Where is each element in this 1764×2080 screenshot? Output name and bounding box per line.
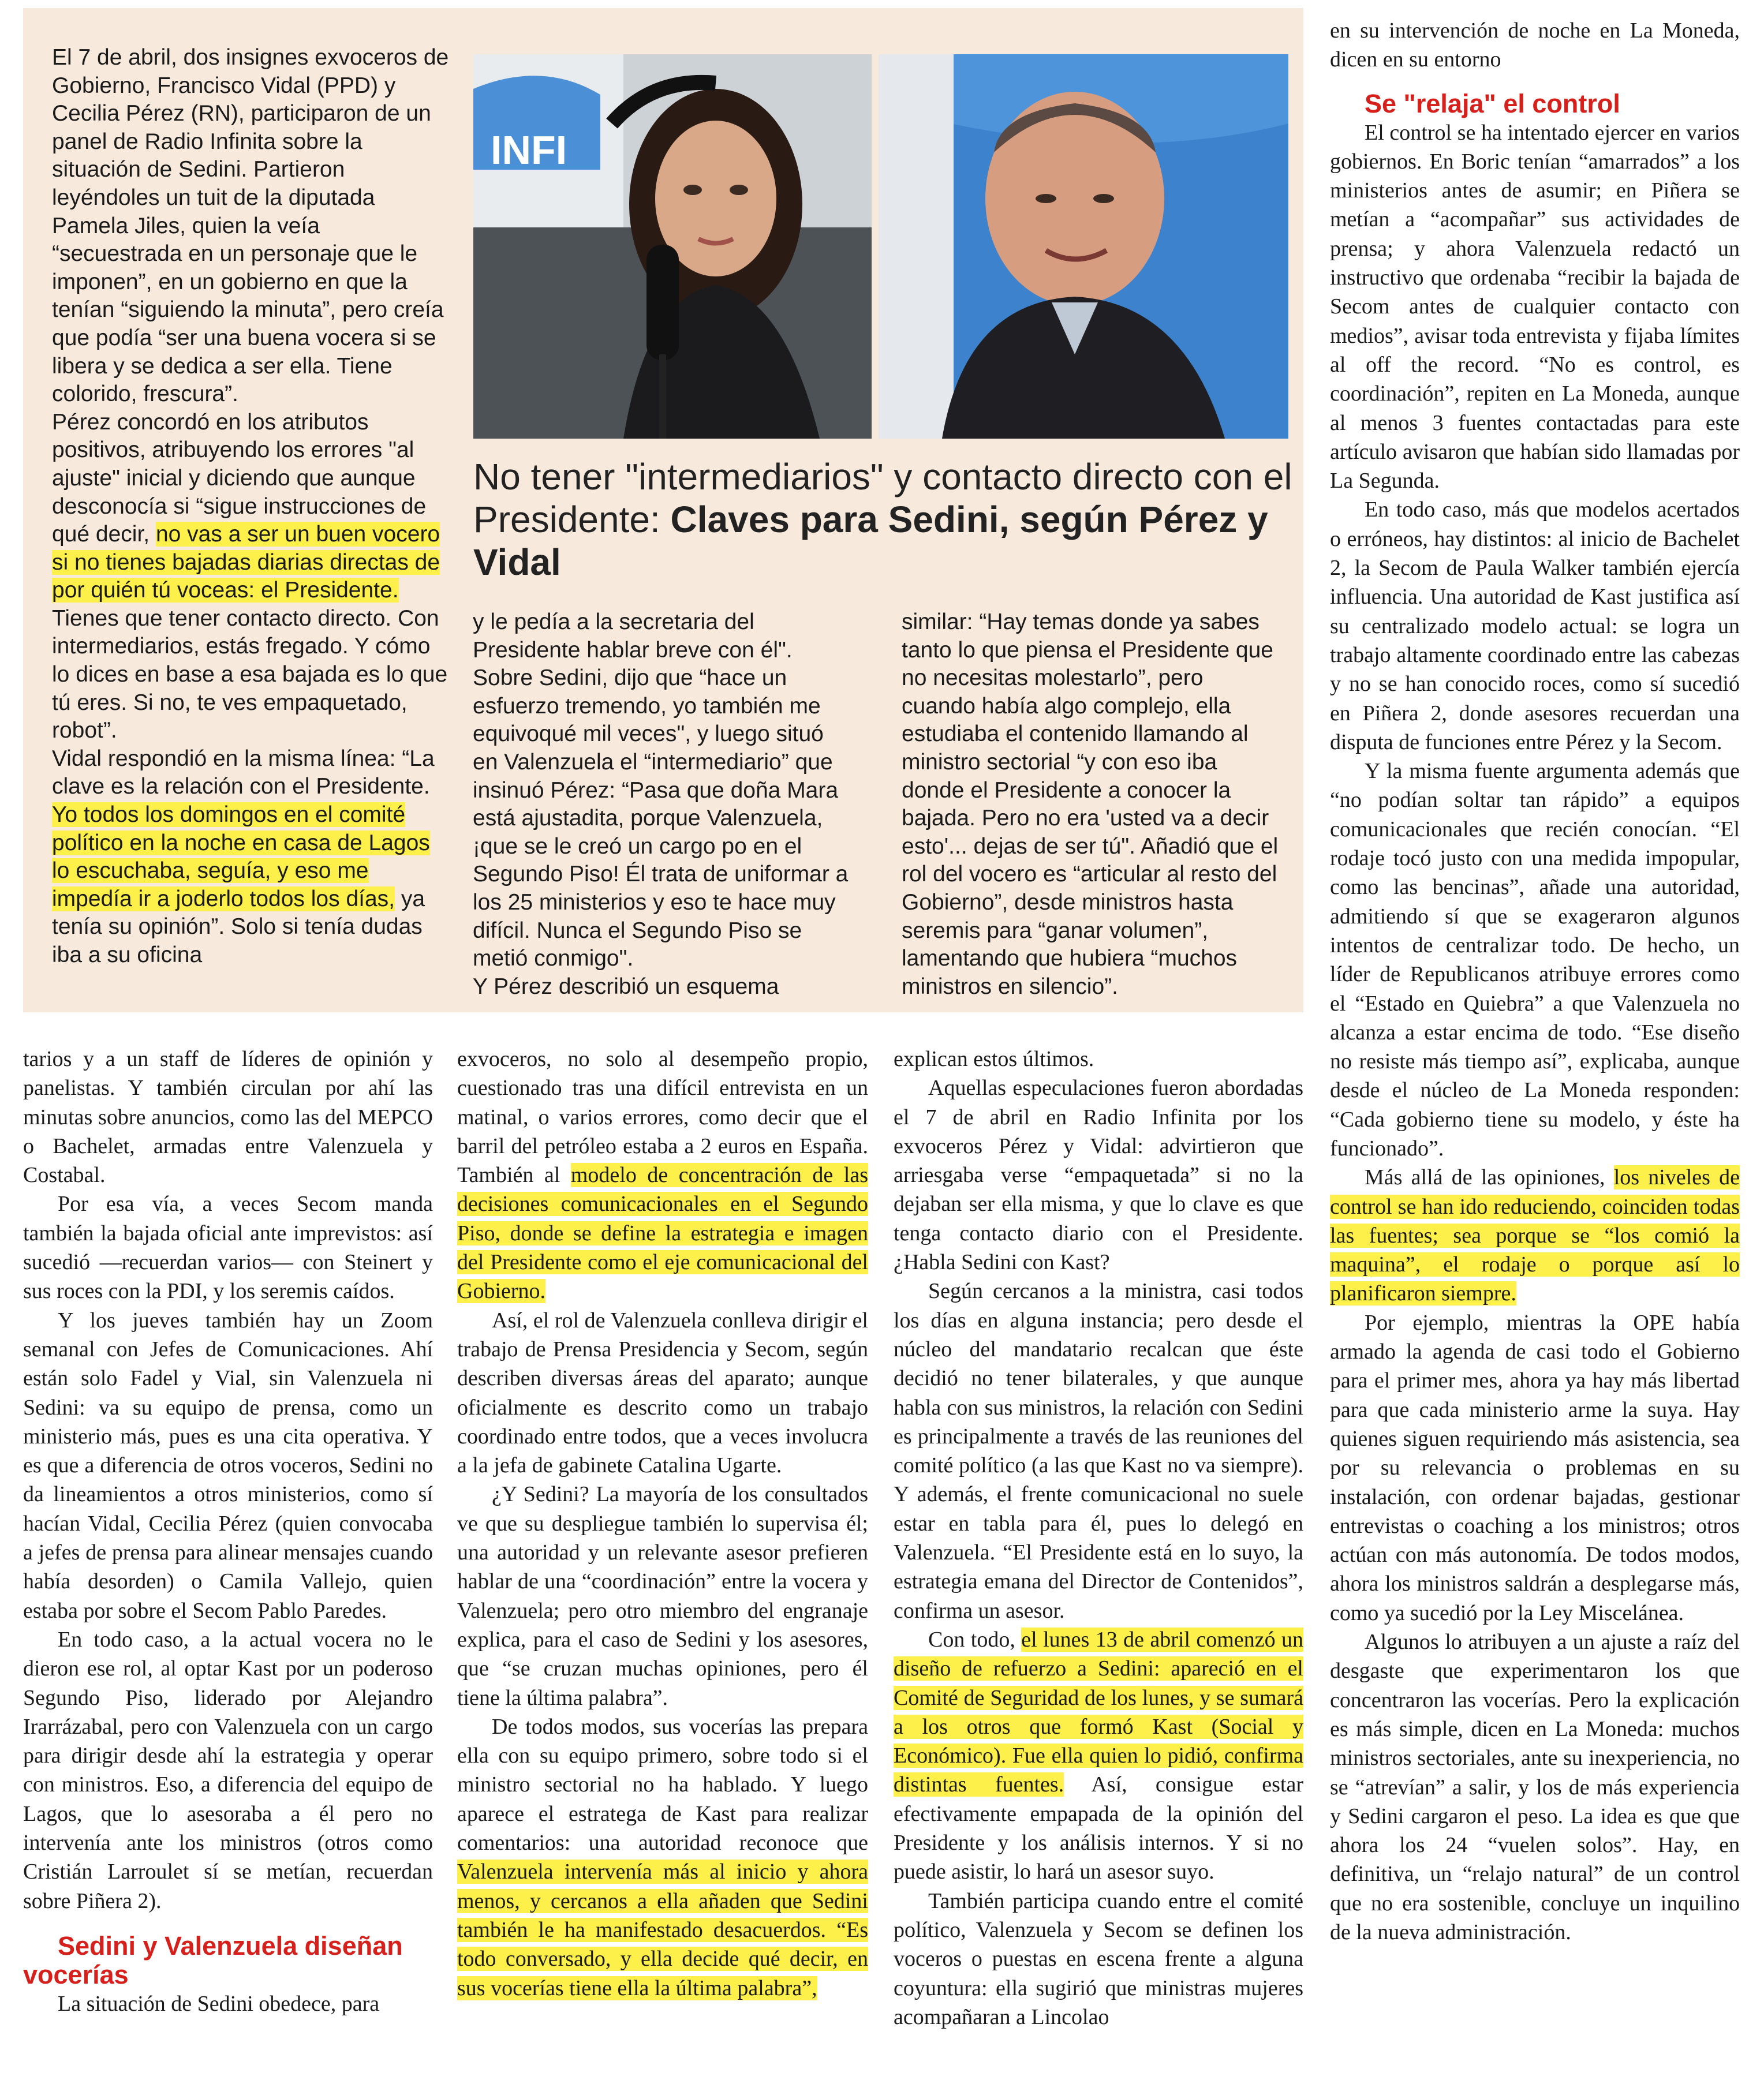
photo-illustration bbox=[879, 54, 1288, 439]
article-column-4 bbox=[1330, 16, 1740, 1947]
highlighted-text: los niveles de control se han ido reduciendo, coinciden todas las fuentes; sea porque se “los comió la maquina”, el rodaje o porque así lo planificaron siempre. bbox=[1330, 1165, 1740, 1306]
subheading: Sedini y Valenzuela diseñan vocerías bbox=[23, 1931, 403, 1989]
article-paragraph: De todos modos, sus vocerías las prepara ella con su equipo primero, sobre todo si el ministro sectorial no ha hablado. Y luego aparece el estratega de Kast para realizar comentarios: una autoridad reconoce que Valenzuela intervenía más al inicio y ahora menos, y cercanos a ella añaden que Sedini también le ha manifestado desacuerdos. “Es todo conversado, y ella decide qué decir, en sus vocerías tiene ella la última palabra”, bbox=[457, 1714, 868, 2000]
highlighted-text: Yo todos los domingos en el comité político en la noche en casa de Lagos lo escuchaba, seguía, y eso me impedía ir a joderlo todos los días, bbox=[52, 802, 430, 911]
sidebar-box bbox=[23, 8, 1303, 1012]
article-paragraph: El control se ha intentado ejercer en varios gobiernos. En Boric tenían “amarrados” a los ministerios antes de asumir; en Piñera se metían a “acompañar” sus actividades de prensa; y ahora Valenzuela redactó un instructivo que ordenaba “recibir la bajada de Secom antes de cualquier contacto con medios”, avisar toda entrevista y fijaba límites al off the record. “No es control, es coordinación”, repiten en La Moneda, aunque al menos 3 fuentes contactadas para este artículo avisaron que habían sido llamadas por La Segunda. bbox=[1330, 120, 1740, 493]
photo-cecilia-perez bbox=[473, 54, 872, 439]
box-paragraph: Y Pérez describió un esquema bbox=[473, 974, 779, 999]
box-paragraph: similar: “Hay temas donde ya sabes tanto lo que piensa el Presidente que no necesitas molestarlo”, pero cuando había algo complejo, ella estudiaba el contenido llamando al ministro sectorial “y con eso iba donde el Presidente a conocer la bajada. Pero no era 'usted va a decir esto'... dejas de ser tú". Añadió que el rol del vocero es “articular al resto del Gobierno”, desde ministros hasta seremis para “ganar volumen”, lamentando que hubiera “muchos ministros en silencio”. bbox=[902, 609, 1279, 999]
article-paragraph: En todo caso, más que modelos acertados o erróneos, hay distintos: al inicio de Bachelet 2, la Secom de Paula Walker también ejercía influencia. Una autoridad de Kast justifica así su centralizado modelo actual: se logra un trabajo altamente coordinado entre las cabezas y no se han conocido roces, como sí sucedió en Piñera 2, donde asesores recuerdan una disputa de funciones entre Pérez y la Secom. bbox=[1330, 497, 1740, 754]
box-column-1 bbox=[52, 44, 450, 970]
article-paragraph: Por esa vía, a veces Secom manda también la bajada oficial ante imprevistos: así sucedió —recuerdan varios— con Steinert y sus roces con la PDI, y los seremis caídos. bbox=[23, 1192, 433, 1304]
highlighted-text: el lunes 13 de abril comenzó un diseño de refuerzo a Sedini: apareció en el Comité de Seguridad de los lunes, y se sumará a los otros que formó Kast (Social y Económico). Fue ella quien lo pidió, confirma distintas fuentes. bbox=[894, 1627, 1304, 1797]
highlighted-text: Valenzuela intervenía más al inicio y ahora menos, y cercanos a ella añaden que Sedini también le ha manifestado desacuerdos. “Es todo conversado, y ella decide qué decir, en sus vocerías tiene ella la última palabra”, bbox=[457, 1860, 868, 2000]
article-column-2 bbox=[457, 1045, 868, 2003]
article-paragraph: exvoceros, no solo al desempeño propio, cuestionado tras una difícil entrevista en un matinal, o varios errores, como decir que el barril del petróleo estaba a 2 euros en España. También al modelo de concentración de las decisiones comunicacionales en el Segundo Piso, donde se define la estrategia e imagen del Presidente como el eje comunicacional del Gobierno. bbox=[457, 1047, 868, 1304]
article-paragraph: Por ejemplo, mientras la OPE había armado la agenda de casi todo el Gobierno para el primer mes, ahora ya hay más libertad para que cada ministerio arme la suya. Hay quienes siguen requiriendo más asistencia, sea por su relevancia o problemas en su instalación, con ordenar bajadas, gestionar entrevistas o coaching a los ministros; otros actúan con más autonomía. De todos modos, ahora los ministros saldrán a desplegarse más, como ya sucedió por la Ley Miscelánea. bbox=[1330, 1310, 1740, 1625]
box-column-3 bbox=[902, 608, 1283, 1001]
article-paragraph: ¿Y Sedini? La mayoría de los consultados ve que su despliegue también lo supervisa él; una autoridad y un relevante asesor prefieren hablar de una “coordinación” entre la vocera y Valenzuela; pero otro miembro del engranaje explica, para el caso de Sedini y los asesores, que “se cruzan muchas opiniones, pero él tiene la última palabra”. bbox=[457, 1482, 868, 1710]
box-headline: No tener "intermediarios" y contacto directo con el Presidente: Claves para Sedini, según Pérez y Vidal bbox=[473, 456, 1292, 583]
photo-pair bbox=[473, 54, 1288, 439]
article-paragraph: Y los jueves también hay un Zoom semanal con Jefes de Comunicaciones. Ahí están solo Fadel y Vial, sin Valenzuela ni Sedini: va su equipo de prensa, como un ministerio más, pues es una cita operativa. Y es que a diferencia de otros voceros, Sedini no da lineamientos a otros ministerios, como sí hacían Vidal, Cecilia Pérez (quien convocaba a jefes de prensa para alinear mensajes cuando había desorden) o Camila Vallejo, quien estaba por sobre el Secom Pablo Paredes. bbox=[23, 1308, 433, 1623]
photo-francisco-vidal bbox=[879, 54, 1288, 439]
box-column-2 bbox=[473, 608, 854, 1001]
box-paragraph: Vidal respondió en la misma línea: “La clave es la relación con el Presidente. Yo todos los domingos en el comité político en la noche en casa de Lagos lo escuchaba, seguía, y eso me impedía ir a joderlo todos los días, ya tenía su opinión”. Solo si tenía dudas iba a su oficina bbox=[52, 746, 435, 967]
photo-illustration bbox=[473, 54, 872, 439]
highlighted-text: no vas a ser un buen vocero si no tienes bajadas diarias directas de por quién tú voceas: el Presidente. bbox=[52, 522, 440, 603]
box-paragraph: El 7 de abril, dos insignes exvoceros de Gobierno, Francisco Vidal (PPD) y Cecilia Pérez (RN), participaron de un panel de Radio Infinita sobre la situación de Sedini. Partieron leyéndoles un tuit de la diputada Pamela Jiles, quien la veía “secuestrada en un personaje que le imponen”, en un gobierno en que la tenían “siguiendo la minuta”, pero creía que podía “ser una buena vocera si se libera y se dedica a ser ella. Tiene colorido, frescura”. bbox=[52, 45, 449, 407]
article-paragraph: Según cercanos a la ministra, casi todos los días en alguna instancia; pero desde el núcleo del mandatario recalcan que éste decidió no tener bilaterales, y que aunque habla con sus ministros, la relación con Sedini es principalmente a través de las reuniones del comité político (a las que Kast no va siempre). Y además, el frente comunicacional no suele estar en tabla para él, pues lo delegó en Valenzuela. “El Presidente está en lo suyo, la estrategia emana del Director de Contenidos”, confirma un asesor. bbox=[894, 1279, 1303, 1623]
article-paragraph: Con todo, el lunes 13 de abril comenzó un diseño de refuerzo a Sedini: apareció en el Comité de Seguridad de los lunes, y se sumará a los otros que formó Kast (Social y Económico). Fue ella quien lo pidió, confirma distintas fuentes. Así, consigue estar efectivamente empapada de la opinión del Presidente y los análisis internos. Y si no puede asistir, lo hará un asesor suyo. bbox=[894, 1627, 1304, 1884]
article-paragraph: explican estos últimos. bbox=[894, 1047, 1094, 1071]
svg-text:INFI: INFI bbox=[491, 128, 567, 173]
article-paragraph: Así, el rol de Valenzuela conlleva dirigir el trabajo de Prensa Presidencia y Secom, según describen diversas áreas del aparato; aunque oficialmente es descrito como un trabajo coordinado entre todos, que a veces involucra a la jefa de gabinete Catalina Ugarte. bbox=[457, 1308, 868, 1478]
article-paragraph: Algunos lo atribuyen a un ajuste a raíz del desgaste que experimentaron los que concentraron las vocerías. Pero la explicación es más simple, dicen en La Moneda: muchos ministros sectoriales, ante su inexperiencia, no se “atrevían” a salir, y los de más experiencia y Sedini cargaron el peso. La idea es que que ahora los 24 “vuelen solos”. Hay, en definitiva, un “relajo natural” de un control que no era sostenible, concluye un inquilino de la nueva administración. bbox=[1330, 1630, 1740, 1944]
article-paragraph: La situación de Sedini obedece, para bbox=[58, 1991, 380, 2016]
article-paragraph: También participa cuando entre el comité político, Valenzuela y Secom se definen los voceros o puestas en escena frente a alguna coyuntura: ella sugirió que ministras mujeres acompañaran a Lincolao bbox=[894, 1888, 1303, 2029]
box-paragraph: y le pedía a la secretaria del Presidente hablar breve con él". Sobre Sedini, dijo que “hace un esfuerzo tremendo, yo también me equivoqué mil veces", y luego situó en Valenzuela el “intermediario” que insinuó Pérez: “Pasa que doña Mara está ajustadita, porque Valenzuela, ¡que se le creó un cargo po en el Segundo Piso! Él trata de uniformar a los 25 ministerios y eso te hace muy difícil. Nunca el Segundo Piso se metió conmigo". bbox=[473, 609, 849, 971]
article-paragraph: Más allá de las opiniones, los niveles de control se han ido reduciendo, coinciden todas las fuentes; sea porque se “los comió la maquina”, el rodaje o porque así lo planificaron siempre. bbox=[1330, 1165, 1740, 1306]
article-column-3 bbox=[894, 1045, 1303, 2032]
subheading: Se "relaja" el control bbox=[1365, 88, 1620, 118]
article-paragraph: tarios y a un staff de líderes de opinión y panelistas. Y también circulan por ahí las minutas sobre anuncios, como las del MEPCO o Bachelet, armadas entre Valenzuela y Costabal. bbox=[23, 1047, 433, 1188]
box-paragraph: Pérez concordó en los atributos positivos, atribuyendo los errores "al ajuste" inicial y diciendo que aunque desconocía si “sigue instrucciones de qué decir, no vas a ser un buen vocero si no tienes bajadas diarias directas de por quién tú voceas: el Presidente. Tienes que tener contacto directo. Con intermediarios, estás fregado. Y cómo lo dices en base a esa bajada es lo que tú eres. Si no, te ves empaquetado, robot”. bbox=[52, 409, 448, 743]
article-column-1 bbox=[23, 1045, 433, 2018]
article-paragraph: Y la misma fuente argumenta además que “no podían soltar tan rápido” a equipos comunicacionales que recién conocían. “El rodaje tocó justo con una medida impopular, como las bencinas”, añade una autoridad, admitiendo sí que se exageraron algunos intentos de centralizar todo. De hecho, un líder de Republicanos atribuye errores como el “Estado en Quiebra” a que Valenzuela no alcanza a estar encima de todo. “Ese diseño no resiste más tiempo así”, explicaba, aunque desde el núcleo de La Moneda responden: “Cada gobierno tiene su modelo, y éste ha funcionado”. bbox=[1330, 759, 1740, 1161]
article-paragraph: en su intervención de noche en La Moneda, dicen en su entorno bbox=[1330, 18, 1740, 72]
article-paragraph: En todo caso, a la actual vocera no le dieron ese rol, al optar Kast por un poderoso Segundo Piso, liderado por Alejandro Irarrázabal, pero con Valenzuela con un cargo para dirigir desde ahí la estrategia y operar con ministros. Eso, a diferencia del equipo de Lagos, que lo asesoraba a él pero no intervenía ante los ministros (otros como Cristián Larroulet sí se metían, recuerdan sobre Piñera 2). bbox=[23, 1627, 433, 1913]
article-paragraph: Aquellas especulaciones fueron abordadas el 7 de abril en Radio Infinita por los exvoceros Pérez y Vidal: advirtieron que arriesgaba verse “empaquetada” si no la dejaban ser ella misma, y que lo clave es que tenga contacto diario con el Presidente. ¿Habla Sedini con Kast? bbox=[894, 1076, 1303, 1275]
highlighted-text: modelo de concentración de las decisiones comunicacionales en el Segundo Piso, donde se define la estrategia e imagen del Presidente como el eje comunicacional del Gobierno. bbox=[457, 1163, 868, 1304]
